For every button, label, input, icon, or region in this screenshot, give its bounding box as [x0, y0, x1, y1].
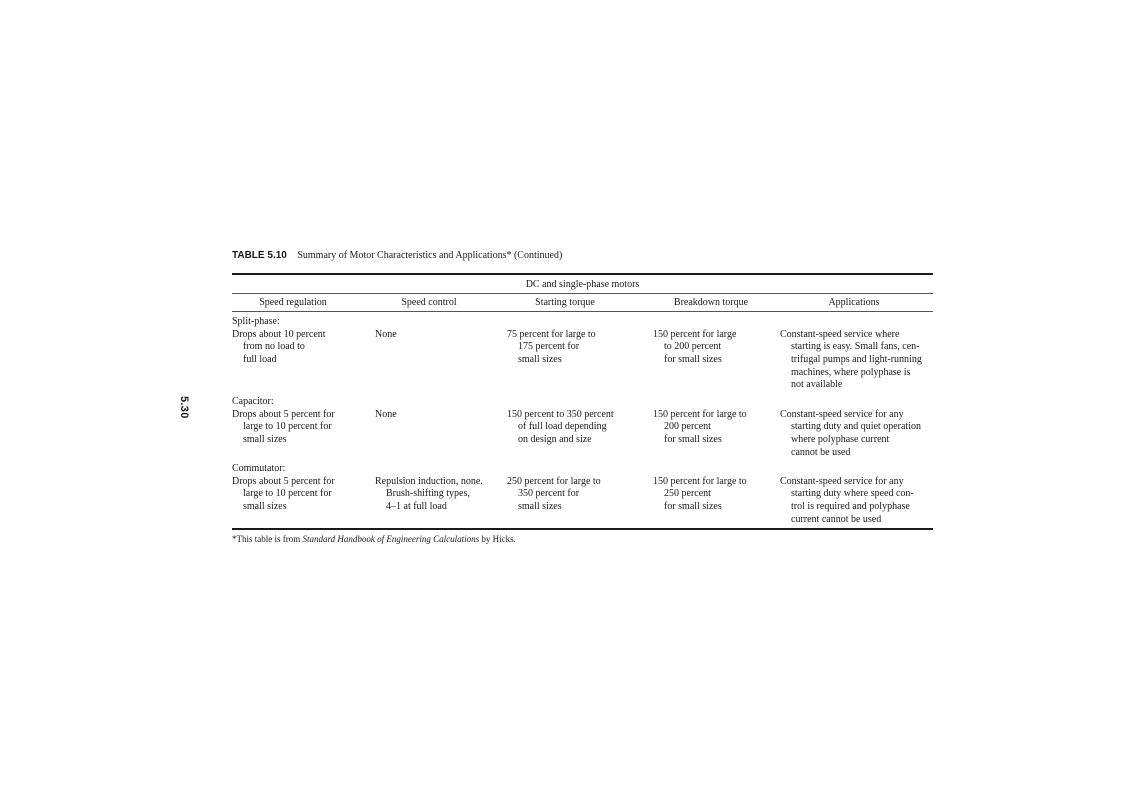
cell-line: full load [243, 353, 277, 365]
table-title: Summary of Motor Characteristics and Applications* (Continued) [297, 250, 563, 261]
cell-line: trifugal pumps and light-running [791, 353, 922, 365]
cell-applications [780, 409, 921, 460]
cell-line: 4–1 at full load [386, 500, 447, 512]
column-header-breakdown-torque: Breakdown torque [673, 297, 749, 308]
cell-line: 200 percent [664, 421, 711, 433]
column-header-speed-control: Speed control [401, 297, 457, 308]
cell-line: where polyphase current [791, 433, 890, 445]
section-label: Commutator: [232, 463, 286, 474]
cell-line: cannot be used [791, 446, 851, 458]
top-rule [232, 273, 933, 275]
cell-line: Drops about 5 percent for [232, 475, 335, 487]
cell-line: trol is required and polyphase [791, 500, 910, 512]
cell-line: 175 percent for [518, 341, 580, 353]
footnote-prefix: *This table is from [232, 534, 303, 544]
cell-speed-regulation [232, 409, 335, 447]
cell-line: 150 percent for large to [653, 475, 747, 487]
cell-line: to 200 percent [664, 341, 722, 353]
cell-line: Drops about 5 percent for [232, 408, 335, 420]
footnote [232, 534, 516, 544]
cell-line: small sizes [243, 500, 287, 512]
cell-line: None [375, 328, 397, 340]
cell-speed-control [375, 476, 483, 514]
cell-line: current cannot be used [791, 513, 882, 525]
cell-line: 250 percent [664, 488, 711, 500]
cell-line: 75 percent for large to [507, 328, 596, 340]
cell-line: 150 percent for large to [653, 408, 747, 420]
header-rule [232, 311, 933, 312]
cell-applications [780, 329, 922, 393]
cell-breakdown-torque [653, 476, 747, 514]
cell-line: starting duty and quiet operation [791, 421, 921, 433]
cell-line: of full load depending [518, 421, 607, 433]
cell-line: starting is easy. Small fans, cen- [791, 341, 920, 353]
column-header-starting-torque: Starting torque [535, 297, 595, 308]
footnote-suffix: by Hicks. [479, 534, 516, 544]
cell-line: Brush-shifting types, [386, 488, 470, 500]
table-label: TABLE 5.10 [232, 250, 287, 261]
cell-starting-torque [507, 476, 601, 514]
cell-line: from no load to [243, 341, 305, 353]
cell-line: Constant-speed service for any [780, 475, 904, 487]
cell-line: for small sizes [664, 433, 722, 445]
cell-line: 150 percent to 350 percent [507, 408, 614, 420]
cell-starting-torque [507, 409, 614, 447]
cell-speed-regulation [232, 329, 326, 367]
section-label: Split-phase: [232, 316, 280, 327]
cell-speed-control [375, 409, 397, 422]
cell-line: None [375, 408, 397, 420]
cell-line: Constant-speed service where [780, 328, 900, 340]
cell-line: Constant-speed service for any [780, 408, 904, 420]
section-label: Capacitor: [232, 396, 274, 407]
cell-line: large to 10 percent for [243, 488, 332, 500]
cell-line: small sizes [518, 353, 562, 365]
cell-line: for small sizes [664, 500, 722, 512]
page-number: 5.30 [178, 396, 190, 419]
table-caption [232, 250, 562, 261]
column-header-applications: Applications [828, 297, 880, 308]
cell-line: 250 percent for large to [507, 475, 601, 487]
group-rule [232, 293, 933, 294]
cell-line: for small sizes [664, 353, 722, 365]
cell-line: 150 percent for large [653, 328, 737, 340]
group-header: DC and single-phase motors [525, 279, 640, 290]
cell-speed-regulation [232, 476, 335, 514]
cell-line: on design and size [518, 433, 592, 445]
column-header-speed-regulation: Speed regulation [259, 297, 327, 308]
cell-line: not available [791, 379, 843, 391]
cell-applications [780, 476, 914, 527]
cell-breakdown-torque [653, 329, 736, 367]
bottom-rule [232, 528, 933, 530]
cell-line: small sizes [243, 433, 287, 445]
cell-line: Repulsion induction, none. [375, 475, 483, 487]
footnote-source: Standard Handbook of Engineering Calculations [302, 534, 480, 544]
cell-starting-torque [507, 329, 596, 367]
cell-line: small sizes [518, 500, 562, 512]
cell-line: large to 10 percent for [243, 421, 332, 433]
cell-speed-control [375, 329, 397, 342]
cell-line: 350 percent for [518, 488, 580, 500]
cell-breakdown-torque [653, 409, 747, 447]
cell-line: Drops about 10 percent [232, 328, 326, 340]
cell-line: starting duty where speed con- [791, 488, 914, 500]
cell-line: machines, where polyphase is [791, 366, 911, 378]
